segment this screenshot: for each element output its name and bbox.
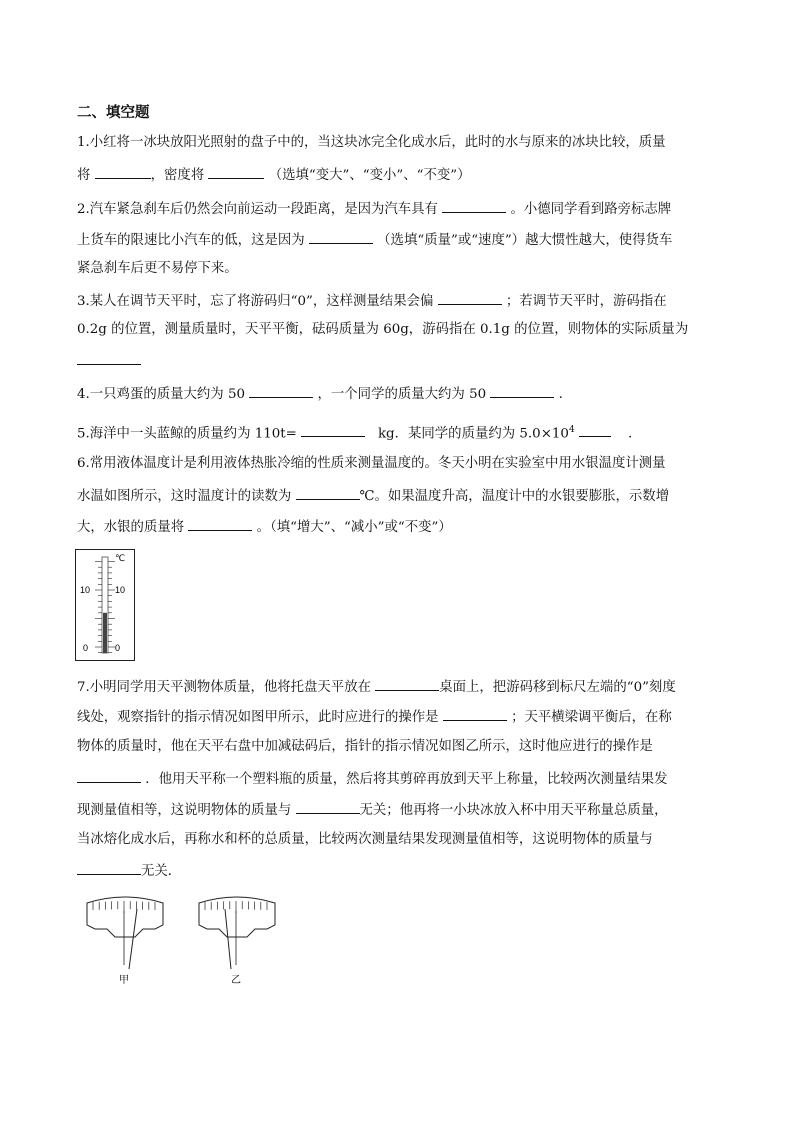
answer-blank[interactable] <box>375 676 439 691</box>
answer-blank[interactable] <box>490 383 554 398</box>
q2-line1 <box>77 198 671 220</box>
q6-line1 <box>77 454 666 474</box>
q3-line2 <box>77 320 688 340</box>
answer-blank[interactable] <box>77 350 141 365</box>
q4-text-c: . <box>558 387 563 402</box>
q4-text-a: 4.一只鸡蛋的质量大约为 50 <box>77 387 245 402</box>
q7-line1 <box>77 676 676 698</box>
q2-text-e: 紧急刹车后更不易停下来。 <box>77 261 238 276</box>
dial-plate <box>199 897 275 937</box>
q7-line4 <box>77 768 668 790</box>
thermometer-figure <box>75 549 135 661</box>
q7-line7 <box>77 860 181 882</box>
q1-text: 1.小红将一冰块放阳光照射的盘子中的，当这块冰完全化成水后，此时的水与原来的冰块比较，质量 <box>77 135 666 150</box>
answer-blank[interactable] <box>208 164 264 179</box>
answer-blank[interactable] <box>443 706 507 721</box>
q2-text-c: 上货车的限速比小汽车的低，这是因为 <box>77 233 305 248</box>
answer-blank[interactable] <box>579 422 611 437</box>
q7-line2 <box>77 706 672 728</box>
q6-line2 <box>77 485 669 507</box>
q7-text-g: 现测量值相等，这说明物体的质量与 <box>77 803 292 818</box>
answer-blank[interactable] <box>188 516 252 531</box>
q5-exponent: 4 <box>568 425 575 435</box>
balance-dial-yi <box>199 897 275 986</box>
tick-label-right-10: 10 <box>115 585 126 595</box>
q5-text-a: 5.海洋中一头蓝鲸的质量约为 110t= <box>77 426 297 442</box>
balance-dial-jia <box>87 897 163 986</box>
q7-text-c: 线处，观察指针的指示情况如图甲所示，此时应进行的操作是 <box>77 710 439 725</box>
q7-text-e: 物体的质量时，他在天平右盘中加减砝码后，指针的指示情况如图乙所示，这时他应进行的操作是 <box>77 739 653 754</box>
q7-text-i: 当冰熔化成水后，再称水和杯的总质量，比较两次测量结果发现测量值相等，这说明物体的质量与 <box>77 832 653 847</box>
q2-text-d: （选填“质量”或“速度”）越大惯性越大，使得货车 <box>377 233 673 248</box>
answer-blank[interactable] <box>301 422 365 437</box>
q4-text-b: ，一个同学的质量大约为 50 <box>317 387 487 402</box>
answer-blank[interactable] <box>95 164 151 179</box>
answer-blank[interactable] <box>309 229 373 244</box>
answer-blank[interactable] <box>77 860 141 875</box>
tick-label-left-10: 10 <box>80 585 91 595</box>
q2-text-a: 2.汽车紧急刹车后仍然会向前运动一段距离，是因为汽车具有 <box>77 202 438 217</box>
q7-text-a: 7.小明同学用天平测物体质量，他将托盘天平放在 <box>77 680 371 695</box>
q7-text-h: 无关；他再将一小块冰放入杯中用天平称量总质量， <box>359 803 668 818</box>
section-title: 二、填空题 <box>77 105 150 121</box>
q3-line3 <box>77 350 141 372</box>
q1-line1 <box>77 133 666 153</box>
q5-text-c: . <box>627 426 633 442</box>
q7-line3 <box>77 737 653 757</box>
figure-label-yi: 乙 <box>231 975 241 986</box>
q1-text-a: 将 <box>77 168 91 183</box>
q7-text-b: 桌面上，把游码移到标尺左端的“0”刻度 <box>439 680 676 695</box>
q5-text-b: kg．某同学的质量约为 5.0×10 <box>377 426 569 442</box>
q1-text-b: ，密度将 <box>150 168 205 183</box>
answer-blank[interactable] <box>442 198 506 213</box>
q6-text-d: 大，水银的质量将 <box>77 520 185 535</box>
tick-label-left-0: 0 <box>83 643 89 653</box>
q6-text-a: 6.常用液体温度计是利用液体热胀冷缩的性质来测量温度的。冬天小明在实验室中用水银温度计测量 <box>77 456 666 471</box>
q7-line6 <box>77 830 653 850</box>
q7-text-j: 无关． <box>141 864 182 879</box>
q7-text-d: ；天平横梁调平衡后，在称 <box>511 710 672 725</box>
q2-line2 <box>77 229 672 251</box>
dial-plate <box>87 897 163 937</box>
q6-text-e: 。（填“增大”、“减小”或“不变”） <box>256 520 452 535</box>
answer-blank[interactable] <box>296 799 360 814</box>
q6-line3 <box>77 516 452 538</box>
q3-text-b: ；若调节天平时，游码指在 <box>505 294 667 309</box>
q2-line3 <box>77 259 238 279</box>
q7-text-f: ．他用天平称一个塑料瓶的质量，然后将其剪碎再放到天平上称量，比较两次测量结果发 <box>145 772 668 787</box>
q5-line <box>77 420 632 444</box>
q7-line5 <box>77 799 668 821</box>
figure-label-jia: 甲 <box>119 975 129 986</box>
answer-blank[interactable] <box>296 485 360 500</box>
answer-blank[interactable] <box>249 383 313 398</box>
q6-text-b: 水温如图所示，这时温度计的读数为 <box>77 489 292 504</box>
q1-line2 <box>77 164 471 186</box>
q3-text-c: 0.2g 的位置，测量质量时，天平平衡，砝码质量为 60g，游码指在 0.1g 的位置，则物体的实际质量为 <box>77 322 689 337</box>
mercury-column <box>103 613 107 653</box>
answer-blank[interactable] <box>77 768 141 783</box>
q2-text-b: 。小德同学看到路旁标志牌 <box>510 202 672 217</box>
tick-label-right-0: 0 <box>115 643 121 653</box>
balance-pointer-figures <box>85 893 290 988</box>
q1-text-c: （选填“变大”、“变小”、“不变”） <box>268 168 471 183</box>
q4-line <box>77 383 563 405</box>
unit-label: ℃ <box>115 553 126 563</box>
q3-text-a: 3.某人在调节天平时，忘了将游码归“0”，这样测量结果会偏 <box>77 294 434 309</box>
answer-blank[interactable] <box>438 290 502 305</box>
q3-line1 <box>77 290 667 312</box>
q6-text-c: ℃。如果温度升高，温度计中的水银要膨胀，示数增 <box>359 489 670 504</box>
